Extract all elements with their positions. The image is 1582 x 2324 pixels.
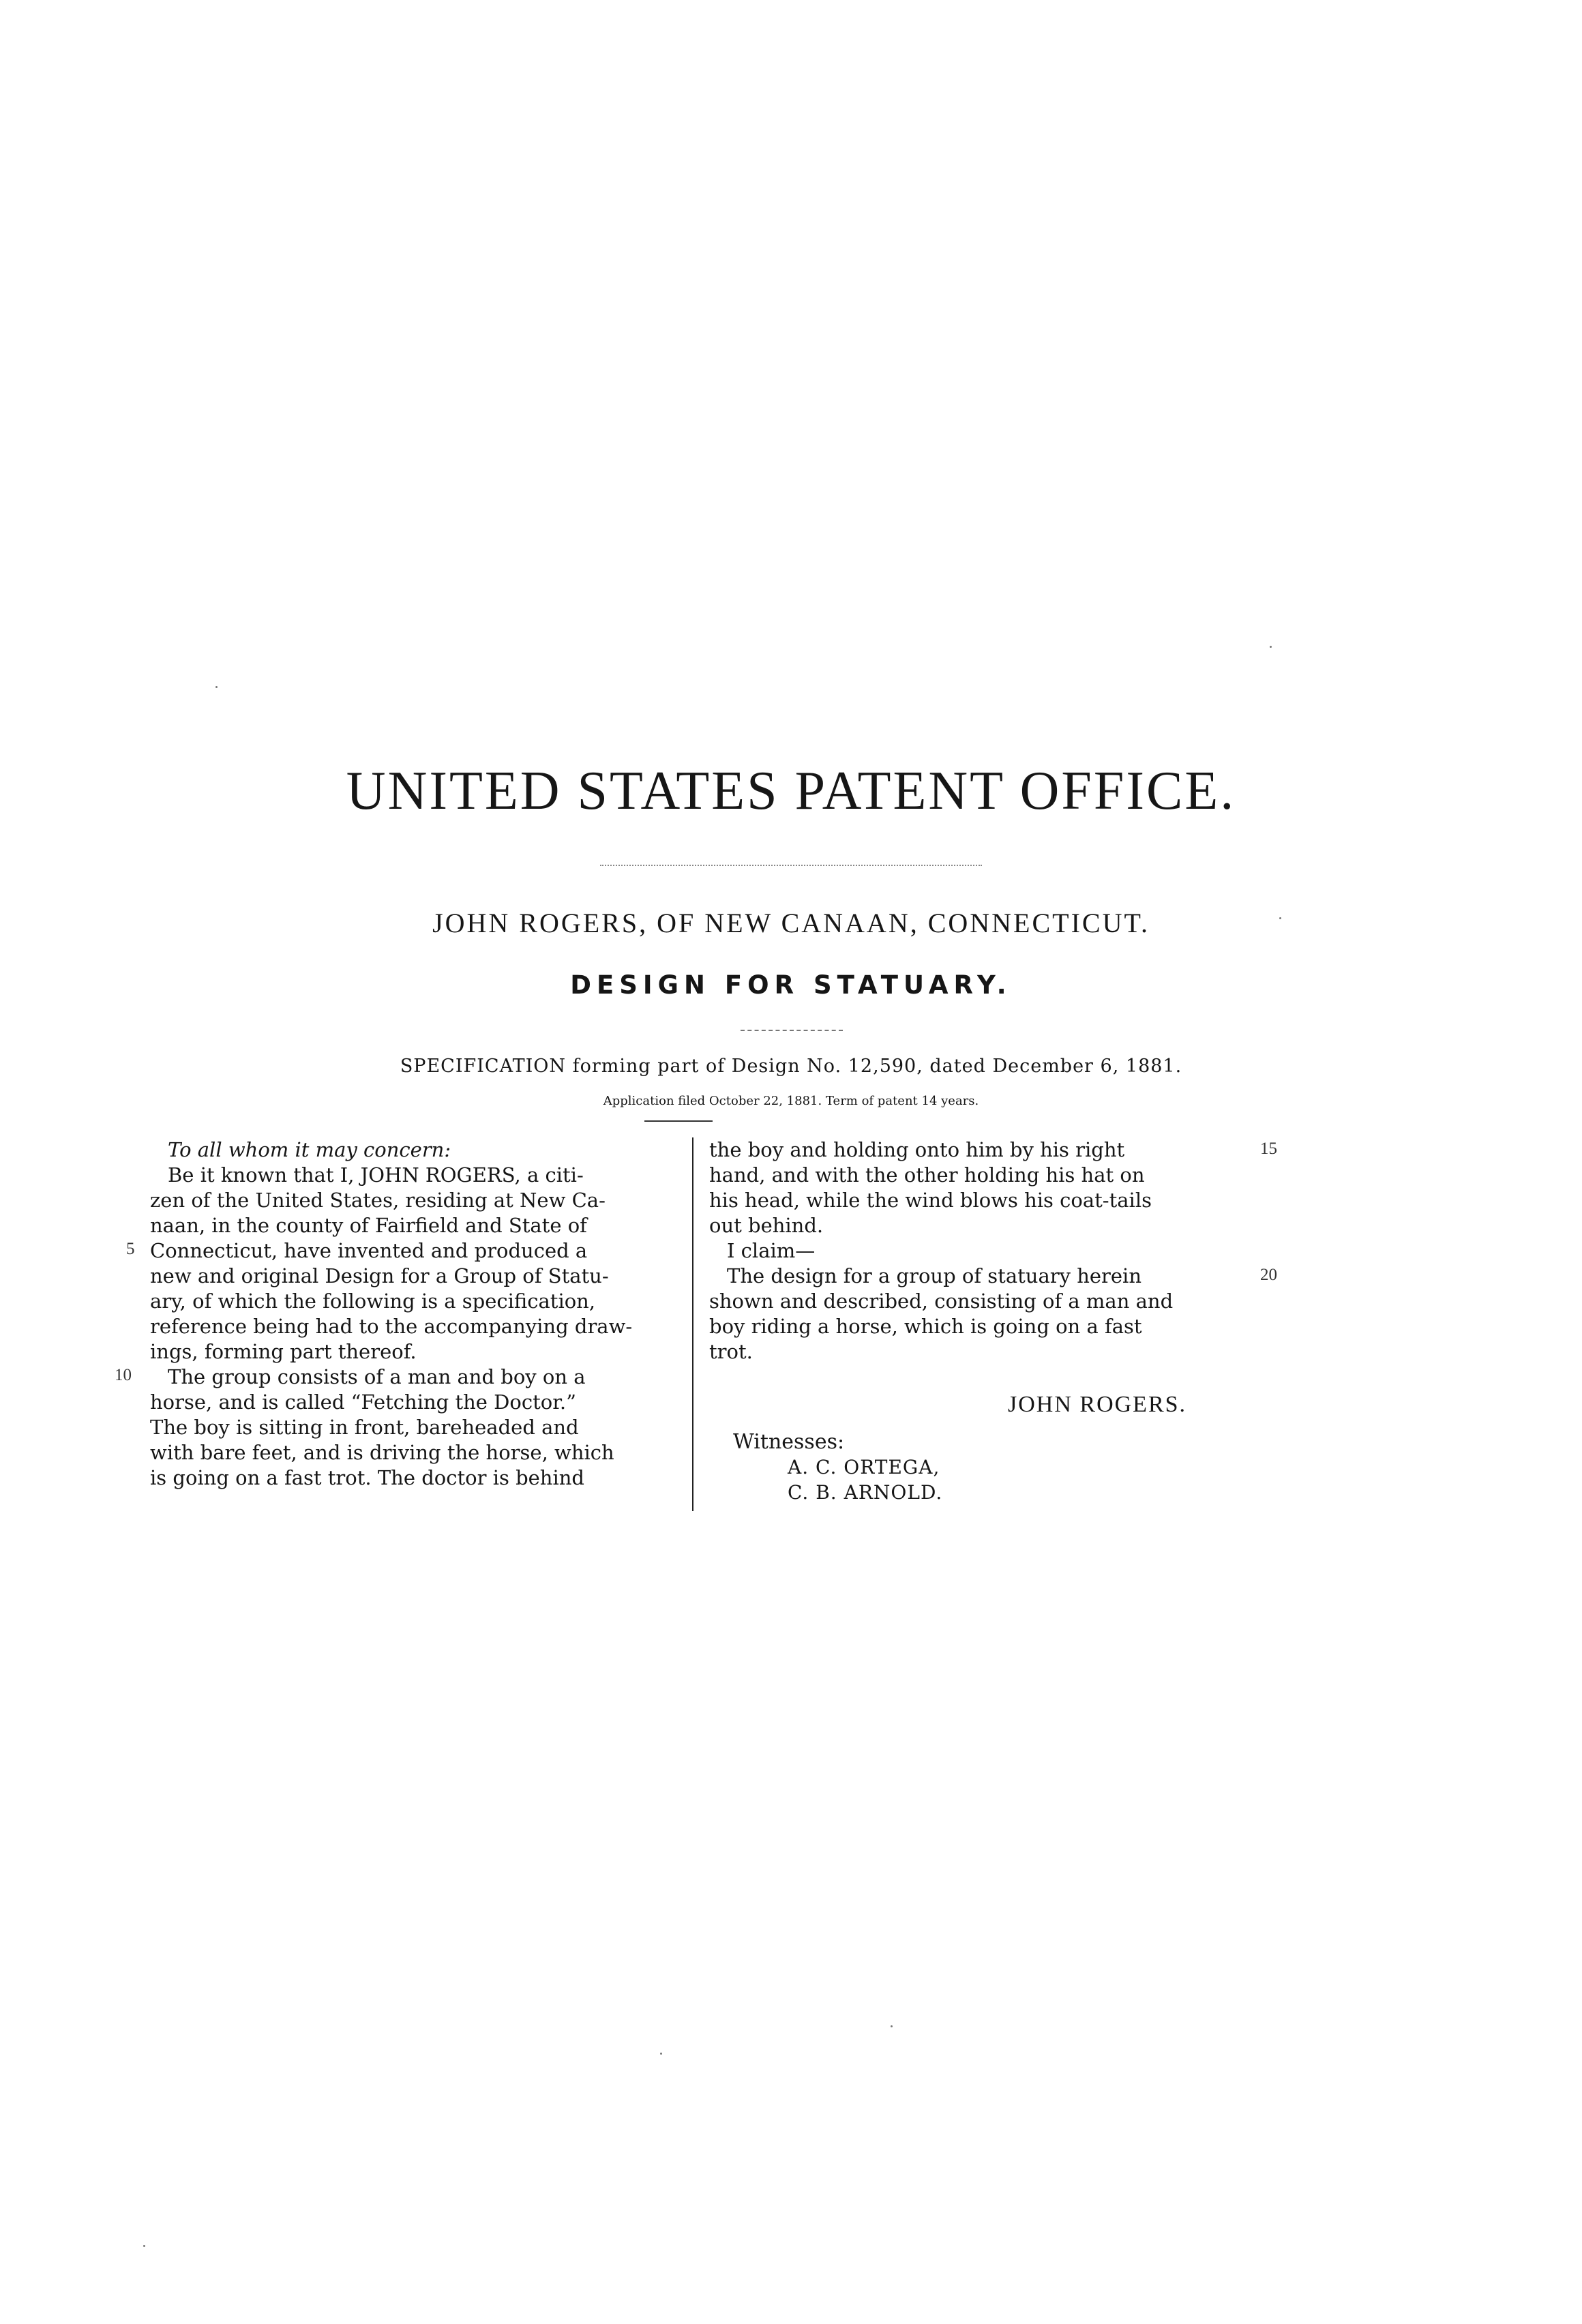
text-line: ings, forming part thereof. (150, 1340, 417, 1363)
witness-name: A. C. ORTEGA, (788, 1456, 940, 1478)
text-line: with bare feet, and is driving the horse, which (150, 1441, 614, 1464)
line-number: 5 (126, 1240, 135, 1258)
specification-line: SPECIFICATION forming part of Design No. 12,590, dated December 6, 1881. (400, 1056, 1182, 1077)
text-line: horse, and is called “Fetching the Doctor.” (150, 1390, 576, 1414)
scan-speck (1279, 917, 1281, 919)
scan-speck (143, 2245, 145, 2247)
text-line: shown and described, consisting of a man and (709, 1290, 1174, 1313)
right-column (709, 1137, 1248, 1365)
inventor-line: JOHN ROGERS, OF NEW CANAAN, CONNECTICUT. (432, 908, 1150, 938)
text-line: naan, in the county of Fairfield and State of (150, 1214, 587, 1237)
witnesses-label: Witnesses: (733, 1430, 845, 1454)
text-line: the boy and holding onto him by his right (709, 1138, 1125, 1161)
text-line: Be it known that I, JOHN ROGERS, a citi- (168, 1163, 584, 1187)
witness-name: C. B. ARNOLD. (788, 1481, 943, 1504)
column-divider (692, 1137, 693, 1511)
text-line: new and original Design for a Group of Statu- (150, 1264, 609, 1287)
text-line: is going on a fast trot. The doctor is behind (150, 1466, 584, 1489)
text-line: his head, while the wind blows his coat-tails (709, 1189, 1152, 1212)
witnesses-block (733, 1429, 942, 1505)
text-line: reference being had to the accompanying draw- (150, 1315, 633, 1338)
text-line: out behind. (709, 1214, 824, 1237)
text-line: boy riding a horse, which is going on a fast (709, 1315, 1142, 1338)
scan-speck (215, 686, 218, 688)
scan-speck (891, 2025, 893, 2027)
salutation: To all whom it may concern: (168, 1138, 451, 1161)
text-line: The boy is sitting in front, bareheaded and (150, 1416, 579, 1439)
text-line: The design for a group of statuary herein (727, 1264, 1142, 1287)
application-line: Application filed October 22, 1881. Term of patent 14 years. (603, 1094, 979, 1108)
text-line: zen of the United States, residing at New Ca- (150, 1189, 606, 1212)
left-column (150, 1137, 682, 1491)
title-dotted-rule (600, 865, 982, 866)
line-number: 20 (1260, 1266, 1277, 1284)
text-line: hand, and with the other holding his hat on (709, 1163, 1145, 1187)
text-line: ary, of which the following is a specification, (150, 1290, 596, 1313)
office-title: UNITED STATES PATENT OFFICE. (346, 761, 1236, 821)
line-number: 15 (1260, 1139, 1277, 1158)
text-line: The group consists of a man and boy on a (168, 1365, 586, 1388)
header-rule (644, 1120, 713, 1122)
scan-speck (1270, 646, 1272, 648)
design-rule (741, 1030, 843, 1031)
design-title: DESIGN FOR STATUARY. (570, 970, 1012, 1000)
line-number: 10 (115, 1366, 132, 1384)
inventor-signature: JOHN ROGERS. (1008, 1392, 1187, 1417)
text-line: trot. (709, 1340, 753, 1363)
text-line: Connecticut, have invented and produced a (150, 1239, 588, 1262)
claim-intro: I claim— (727, 1239, 816, 1262)
scan-speck (660, 2053, 662, 2055)
